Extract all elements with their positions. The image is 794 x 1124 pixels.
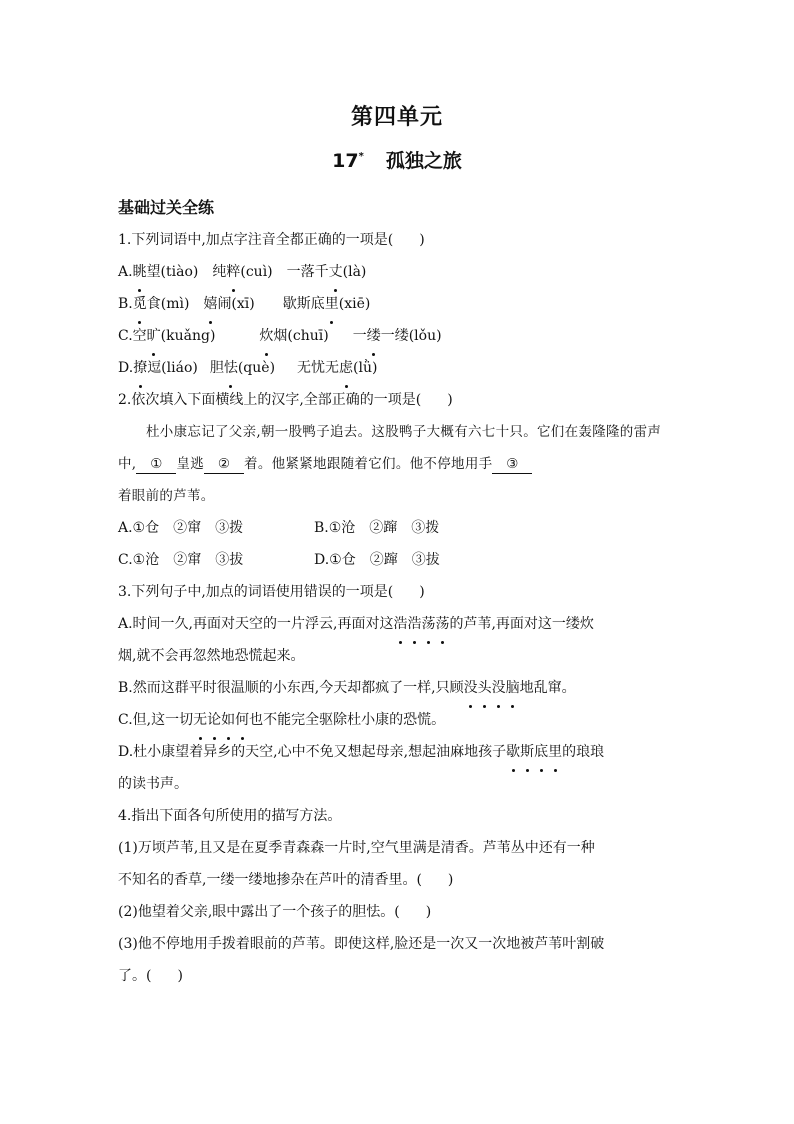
- dotted-word: 无论如何: [193, 712, 249, 728]
- blank-2: ②: [204, 455, 244, 474]
- section-heading: 基础过关全练: [118, 198, 215, 217]
- q2-option-d: D.①仓 ②蹿 ③拔: [314, 552, 440, 568]
- q2-passage: 杜小康忘记了父亲,朝一股鸭子追去。这股鸭子大概有六七十只。它们在轰隆隆的雷声中, ① 皇逃 ② 着。他紧紧地跟随着它们。他不停地用手 ③ 着眼前的芦苇。: [118, 424, 662, 504]
- q3-option-b: B.然而这群平时很温顺的小东西,今天却都疯了一样,只顾没头没脑地乱窜。: [118, 672, 678, 704]
- blank-3: ③: [492, 455, 532, 474]
- q1-option-c: C.空旷(kuǎng) 炊烟(chuī) 一缕一缕(lǒu): [118, 320, 678, 352]
- dotted-word: 浩浩荡荡: [393, 616, 449, 632]
- q2-option-b: B.①沧 ②蹿 ③拨: [314, 520, 440, 536]
- blank-1: ①: [136, 455, 176, 474]
- lesson-title: [0, 146, 794, 173]
- q3-option-a-cont: 烟,就不会再忽然地恐慌起来。: [118, 648, 305, 664]
- q4-sentence-3: (3)他不停地用手拨着眼前的芦苇。即使这样,脸还是一次又一次地被芦苇叶割破: [118, 936, 605, 952]
- dotted-word: 没头没脑: [464, 680, 520, 696]
- q3-option-d-cont: 的读书声。: [118, 776, 188, 792]
- q2-option-c: C.①沧 ②窜 ③拔: [118, 552, 244, 568]
- q3-option-a: A.时间一久,再面对天空的一片浮云,再面对这浩浩荡荡的芦苇,再面对这一缕炊: [118, 608, 678, 640]
- q4-stem: 4.指出下面各句所使用的描写方法。: [118, 808, 342, 824]
- q2-options-row-2: [118, 544, 678, 576]
- q4-sentence-2: (2)他望着父亲,眼中露出了一个孩子的胆怯。( ): [118, 904, 432, 920]
- lesson-name: 孤独之旅: [385, 150, 462, 172]
- q1-stem: 1.下列词语中,加点字注音全都正确的一项是( ): [118, 232, 425, 248]
- unit-title: 第四单元: [350, 105, 443, 130]
- q1-option-a: A.眺望(tiào) 纯粹(cuì) 一落千丈(là): [118, 256, 678, 288]
- lesson-number: 17: [332, 150, 359, 172]
- q4-sentence-3-cont: 了。( ): [118, 968, 183, 984]
- q3-option-c: C.但,这一切无论如何也不能完全驱除杜小康的恐慌。: [118, 704, 678, 736]
- q1-option-d: D.撩逗(liáo) 胆怯(què) 无忧无虑(lǜ): [118, 352, 678, 384]
- q1-option-b: B.觅食(mì) 嬉闹(xī) 歇斯底里(xiē): [118, 288, 678, 320]
- q2-stem: 2.依次填入下面横线上的汉字,全部正确的一项是( ): [118, 392, 453, 408]
- q2-options-row-1: [118, 512, 678, 544]
- q3-option-d: D.杜小康望着异乡的天空,心中不免又想起母亲,想起油麻地孩子歇斯底里的琅琅: [118, 736, 678, 768]
- q3-stem: 3.下列句子中,加点的词语使用错误的一项是( ): [118, 584, 425, 600]
- lesson-mark: *: [358, 151, 364, 162]
- questions: [118, 224, 678, 992]
- q2-option-a: A.①仓 ②窜 ③拨: [118, 520, 244, 536]
- dotted-word: 歇斯底里: [506, 744, 562, 760]
- q4-sentence-1-cont: 不知名的香草,一缕一缕地掺杂在芦叶的清香里。( ): [118, 872, 454, 888]
- q4-sentence-1: (1)万顷芦苇,且又是在夏季青森森一片时,空气里满是清香。芦苇丛中还有一种: [118, 840, 595, 856]
